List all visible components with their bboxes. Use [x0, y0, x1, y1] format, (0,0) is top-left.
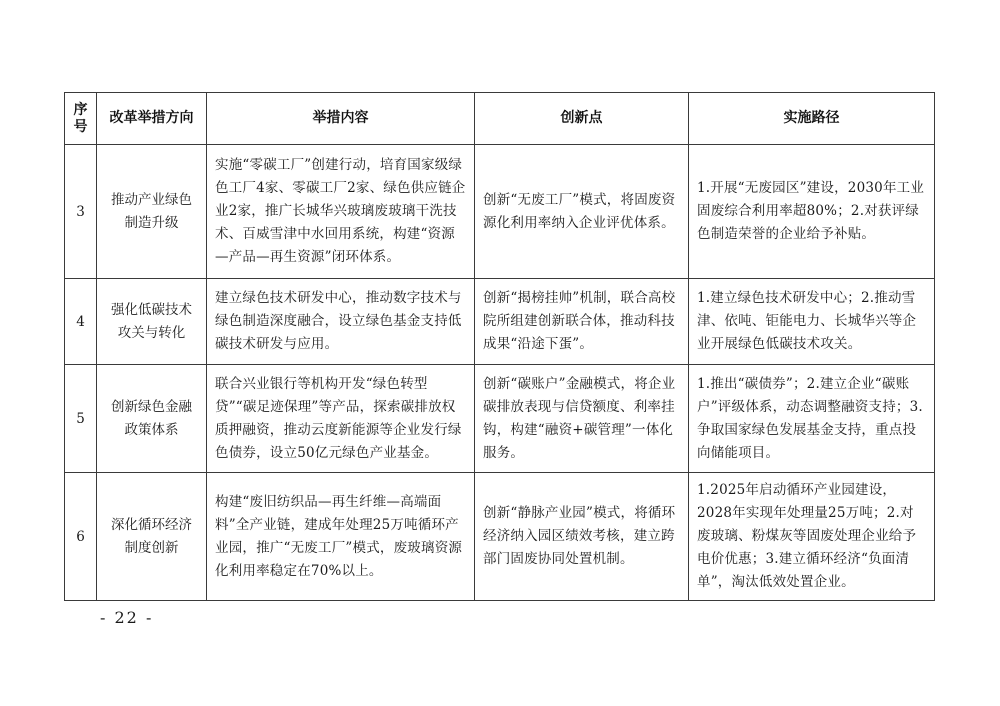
table-row: [65, 145, 935, 279]
row-path: 1.开展“无废园区”建设，2030年工业固废综合利用率超80%；2.对获评绿色制造荣誉的企业给予补贴。: [689, 145, 935, 279]
row-path: 1.推出“碳债券”；2.建立企业“碳账户”评级体系，动态调整融资支持；3.争取国家绿色发展基金支持，重点投向储能项目。: [689, 365, 935, 473]
row-direction: 强化低碳技术攻关与转化: [97, 279, 207, 365]
row-seq: 3: [65, 145, 97, 279]
row-innovation: 创新“无废工厂”模式，将固废资源化利用率纳入企业评优体系。: [475, 145, 689, 279]
row-innovation: 创新“碳账户”金融模式，将企业碳排放表现与信贷额度、利率挂钩，构建“融资+碳管理”一体化服务。: [475, 365, 689, 473]
header-content: 举措内容: [207, 93, 475, 145]
row-innovation: 创新“静脉产业园”模式，将循环经济纳入园区绩效考核，建立跨部门固废协同处置机制。: [475, 473, 689, 601]
row-seq: 5: [65, 365, 97, 473]
row-seq: 4: [65, 279, 97, 365]
row-seq: 6: [65, 473, 97, 601]
table-header-row: [65, 93, 935, 145]
row-direction: 创新绿色金融政策体系: [97, 365, 207, 473]
page-number: - 22 -: [100, 608, 154, 627]
row-direction: 推动产业绿色制造升级: [97, 145, 207, 279]
row-innovation: 创新“揭榜挂帅”机制，联合高校院所组建创新联合体，推动科技成果“沿途下蛋”。: [475, 279, 689, 365]
row-path: 1.建立绿色技术研发中心；2.推动雪津、依吨、钜能电力、长城华兴等企业开展绿色低碳技术攻关。: [689, 279, 935, 365]
row-content: 联合兴业银行等机构开发“绿色转型贷”“碳足迹保理”等产品，探索碳排放权质押融资，推动云度新能源等企业发行绿色债券，设立50亿元绿色产业基金。: [207, 365, 475, 473]
table-row: [65, 473, 935, 601]
header-innovation: 创新点: [475, 93, 689, 145]
row-content: 构建“废旧纺织品—再生纤维—高端面料”全产业链，建成年处理25万吨循环产业园，推广“无废工厂”模式，废玻璃资源化利用率稳定在70%以上。: [207, 473, 475, 601]
header-direction: 改革举措方向: [97, 93, 207, 145]
header-seq-line2: 号: [73, 118, 88, 135]
header-seq: [65, 93, 97, 145]
table-row: [65, 279, 935, 365]
row-content: 建立绿色技术研发中心，推动数字技术与绿色制造深度融合，设立绿色基金支持低碳技术研发与应用。: [207, 279, 475, 365]
row-content: 实施“零碳工厂”创建行动，培育国家级绿色工厂4家、零碳工厂2家、绿色供应链企业2家，推广长城华兴玻璃废玻璃干洗技术、百威雪津中水回用系统，构建“资源—产品—再生资源”闭环体系。: [207, 145, 475, 279]
reform-measures-table: [64, 92, 935, 601]
table-row: [65, 365, 935, 473]
row-direction: 深化循环经济制度创新: [97, 473, 207, 601]
header-path: 实施路径: [689, 93, 935, 145]
header-seq-line1: 序: [73, 101, 88, 118]
row-path: 1.2025年启动循环产业园建设，2028年实现年处理量25万吨；2.对废玻璃、粉煤灰等固废处理企业给予电价优惠；3.建立循环经济“负面清单”，淘汰低效处置企业。: [689, 473, 935, 601]
